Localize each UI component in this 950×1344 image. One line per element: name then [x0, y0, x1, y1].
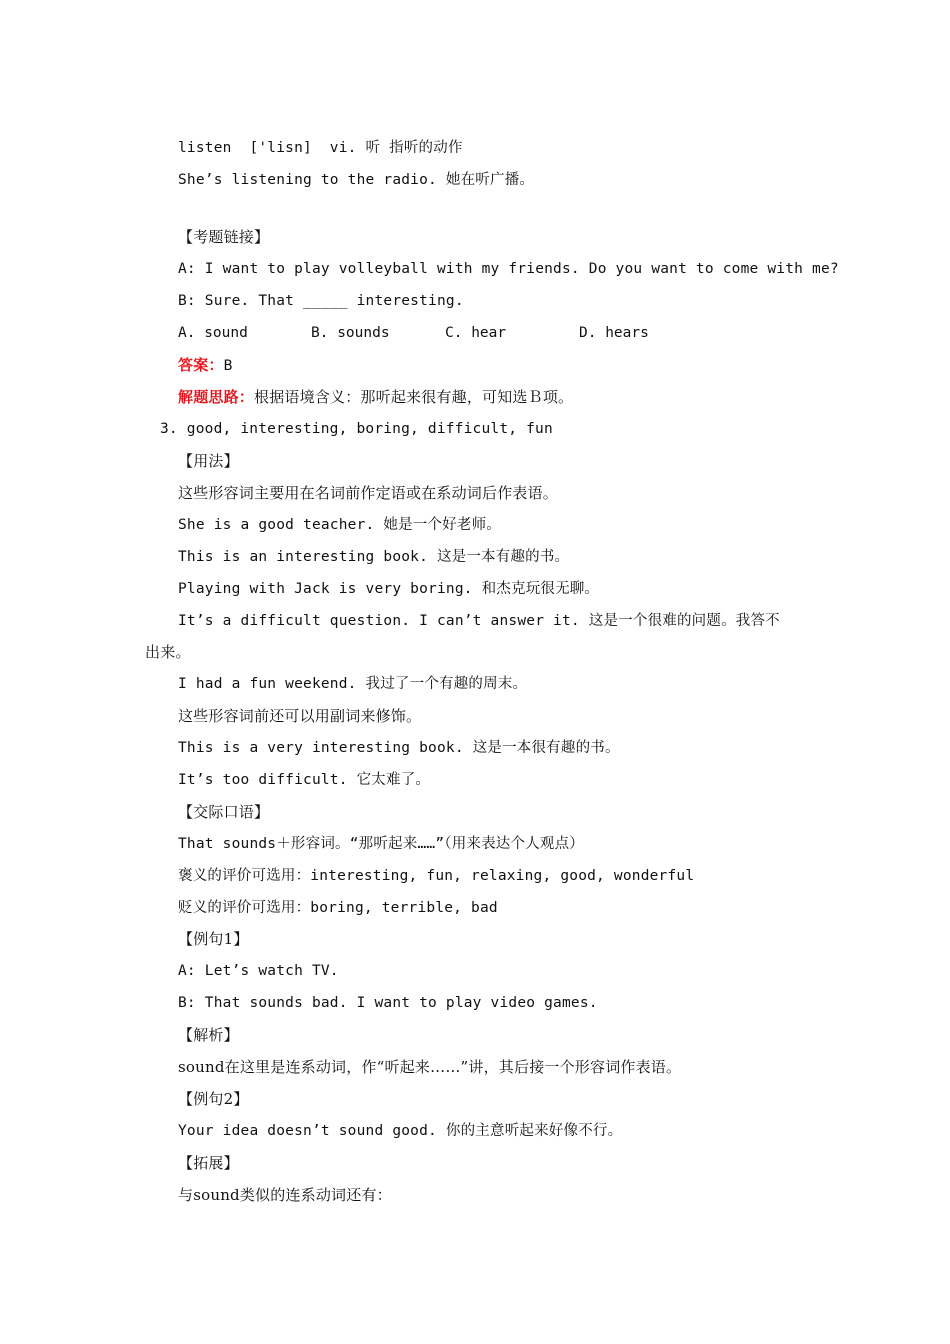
example-boring: Playing with Jack is very boring. 和杰克玩很无聊。 [178, 581, 600, 597]
vocab-listen-line: listen ['lisn] vi. 听 指听的动作 [178, 140, 463, 156]
section-heading-exam-link: 【考题链接】 [178, 228, 270, 246]
section-heading-analysis: 【解析】 [178, 1026, 239, 1044]
analysis-label: 解题思路： [178, 388, 255, 406]
section-heading-oral: 【交际口语】 [178, 803, 270, 821]
usage-text: 这些形容词主要用在名词前作定语或在系动词后作表语。 [178, 484, 559, 502]
answer-value: B [223, 358, 233, 374]
example-too-difficult: It’s too difficult. 它太难了。 [178, 772, 431, 788]
section-heading-example-2: 【例句2】 [178, 1090, 249, 1108]
option-a: A. sound [178, 325, 248, 341]
example-difficult-line1: It’s a difficult question. I can’t answer it. 这是一个很难的问题。我答不 [178, 613, 780, 629]
option-c: C. hear [445, 325, 507, 341]
example-sentence: She’s listening to the radio. 她在听广播。 [178, 172, 535, 188]
negative-evaluations: 贬义的评价可选用：boring, terrible, bad [178, 900, 498, 916]
analysis-text: 根据语境含义：那听起来很有趣，可知选Ｂ项。 [254, 388, 574, 406]
answer-label: 答案： [178, 356, 224, 374]
option-d: D. hears [579, 325, 649, 341]
example1-line-b: B: That sounds bad. I want to play video games. [178, 995, 598, 1011]
item-3-heading: 3. good, interesting, boring, difficult, fun [160, 421, 553, 437]
example-very-interesting: This is a very interesting book. 这是一本很有趣的书。 [178, 740, 620, 756]
exam-question-a: A: I want to play volleyball with my friends. Do you want to come with me? [178, 261, 839, 277]
example-interesting-book: This is an interesting book. 这是一本有趣的书。 [178, 549, 570, 565]
example-good-teacher: She is a good teacher. 她是一个好老师。 [178, 517, 501, 533]
example1-line-a: A: Let’s watch TV. [178, 963, 339, 979]
analysis-line [178, 385, 573, 409]
positive-evaluations: 褒义的评价可选用：interesting, fun, relaxing, good, wonderful [178, 868, 695, 884]
section-heading-example-1: 【例句1】 [178, 930, 249, 948]
section-heading-extension: 【拓展】 [178, 1154, 239, 1172]
answer-line [178, 353, 233, 377]
extension-text: 与sound类似的连系动词还有： [178, 1186, 392, 1204]
example-difficult-line2: 出来。 [145, 643, 191, 661]
oral-pattern: That sounds＋形容词。“那听起来……”（用来表达个人观点） [178, 836, 584, 852]
section-heading-usage: 【用法】 [178, 452, 239, 470]
analysis-sound: sound在这里是连系动词，作“听起来……”讲，其后接一个形容词作表语。 [178, 1058, 682, 1076]
adverb-note: 这些形容词前还可以用副词来修饰。 [178, 707, 422, 725]
exam-question-b: B: Sure. That _____ interesting. [178, 293, 464, 309]
example2-line: Your idea doesn’t sound good. 你的主意听起来好像不行。 [178, 1123, 623, 1139]
option-b: B. sounds [311, 325, 390, 341]
example-fun-weekend: I had a fun weekend. 我过了一个有趣的周末。 [178, 676, 528, 692]
